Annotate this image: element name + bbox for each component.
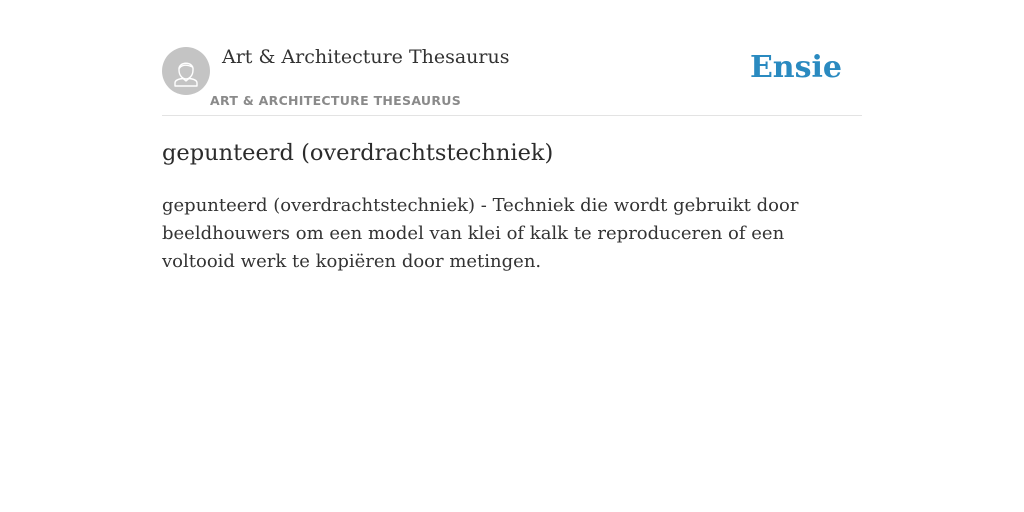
- category-link[interactable]: ART & ARCHITECTURE THESAURUS: [210, 93, 462, 108]
- avatar[interactable]: [162, 47, 210, 95]
- definition-text: gepunteerd (overdrachtstechniek) - Techniek die wordt gebruikt door beeldhouwers om een model van klei of kalk te reproduceren of een voltooid werk te kopiëren door metingen.: [162, 195, 799, 272]
- user-silhouette-icon: [162, 47, 210, 95]
- author-name[interactable]: Art & Architecture Thesaurus: [222, 46, 510, 68]
- brand-logo[interactable]: Ensie: [749, 50, 842, 85]
- page-title: gepunteerd (overdrachtstechniek): [162, 140, 554, 166]
- page-header: [162, 0, 862, 116]
- page-container: [162, 0, 862, 512]
